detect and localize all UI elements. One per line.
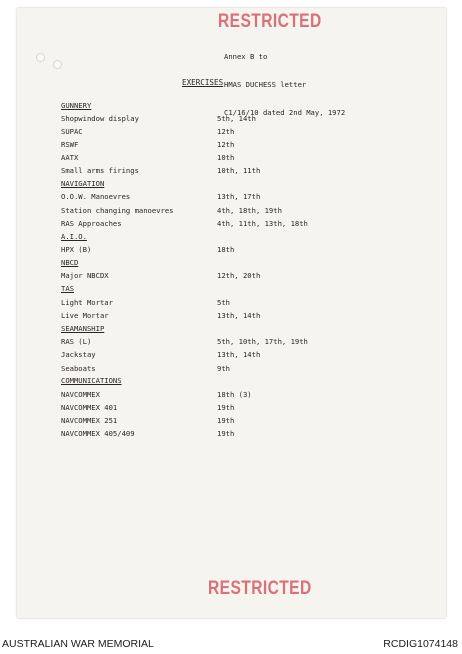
exercise-name: AATX xyxy=(61,153,79,162)
exercise-dates: 4th, 18th, 19th xyxy=(217,206,282,215)
section-heading: NBCD xyxy=(61,258,79,267)
exercise-name: RAS Approaches xyxy=(61,219,122,228)
exercise-dates: 18th (3) xyxy=(217,390,252,399)
exercise-dates: 4th, 11th, 13th, 18th xyxy=(217,219,308,228)
exercise-dates: 5th xyxy=(217,298,230,307)
footer-catalog-id: RCDIG1074148 xyxy=(383,638,458,650)
exercise-dates: 10th, 11th xyxy=(217,166,261,175)
restricted-stamp-bottom: RESTRICTED xyxy=(208,578,312,599)
exercise-name: NAVCOMMEX xyxy=(61,390,100,399)
punch-hole xyxy=(36,53,45,62)
footer-credit: AUSTRALIAN WAR MEMORIAL xyxy=(2,638,154,650)
section-heading: TAS xyxy=(61,284,74,293)
exercise-name: Light Mortar xyxy=(61,298,113,307)
section-heading: GUNNERY xyxy=(61,101,92,110)
exercise-name: Station changing manoevres xyxy=(61,206,174,215)
exercise-dates: 19th xyxy=(217,403,235,412)
exercise-dates: 12th xyxy=(217,127,235,136)
exercise-name: Seaboats xyxy=(61,364,96,373)
exercise-name: O.O.W. Manoevres xyxy=(61,192,131,201)
exercise-dates: 18th xyxy=(217,245,235,254)
exercise-dates: 19th xyxy=(217,429,235,438)
exercise-dates: 5th, 14th xyxy=(217,114,256,123)
exercise-dates: 12th xyxy=(217,140,235,149)
exercise-name: Major NBCDX xyxy=(61,271,109,280)
exercise-name: Jackstay xyxy=(61,350,96,359)
exercise-dates: 19th xyxy=(217,416,235,425)
document-heading: EXERCISES xyxy=(182,78,224,87)
section-heading: NAVIGATION xyxy=(61,179,105,188)
annex-line: HMAS DUCHESS letter xyxy=(224,80,307,90)
annex-line: Annex B to xyxy=(224,52,268,62)
exercise-name: NAVCOMMEX 405/409 xyxy=(61,429,135,438)
exercise-dates: 13th, 14th xyxy=(217,350,261,359)
annex-line: C1/16/10 dated 2nd May, 1972 xyxy=(224,107,346,117)
annex-reference xyxy=(224,34,345,126)
exercise-name: RSWF xyxy=(61,140,79,149)
exercise-name: Live Mortar xyxy=(61,311,109,320)
exercise-name: NAVCOMMEX 251 xyxy=(61,416,118,425)
exercise-name: Small arms firings xyxy=(61,166,139,175)
exercise-name: RAS (L) xyxy=(61,337,92,346)
exercise-dates: 5th, 10th, 17th, 19th xyxy=(217,337,308,346)
exercise-dates: 13th, 14th xyxy=(217,311,261,320)
exercise-name: NAVCOMMEX 401 xyxy=(61,403,118,412)
exercise-dates: 9th xyxy=(217,364,230,373)
exercise-name: Shopwindow display xyxy=(61,114,139,123)
restricted-stamp-top: RESTRICTED xyxy=(218,11,322,32)
exercise-name: HPX (B) xyxy=(61,245,92,254)
section-heading: SEAMANSHIP xyxy=(61,324,105,333)
section-heading: A.I.O. xyxy=(61,232,87,241)
section-heading: COMMUNICATIONS xyxy=(61,376,122,385)
exercise-dates: 12th, 20th xyxy=(217,271,261,280)
exercise-dates: 13th, 17th xyxy=(217,192,261,201)
exercise-dates: 10th xyxy=(217,153,235,162)
punch-hole xyxy=(53,60,62,69)
exercise-name: SUPAC xyxy=(61,127,83,136)
